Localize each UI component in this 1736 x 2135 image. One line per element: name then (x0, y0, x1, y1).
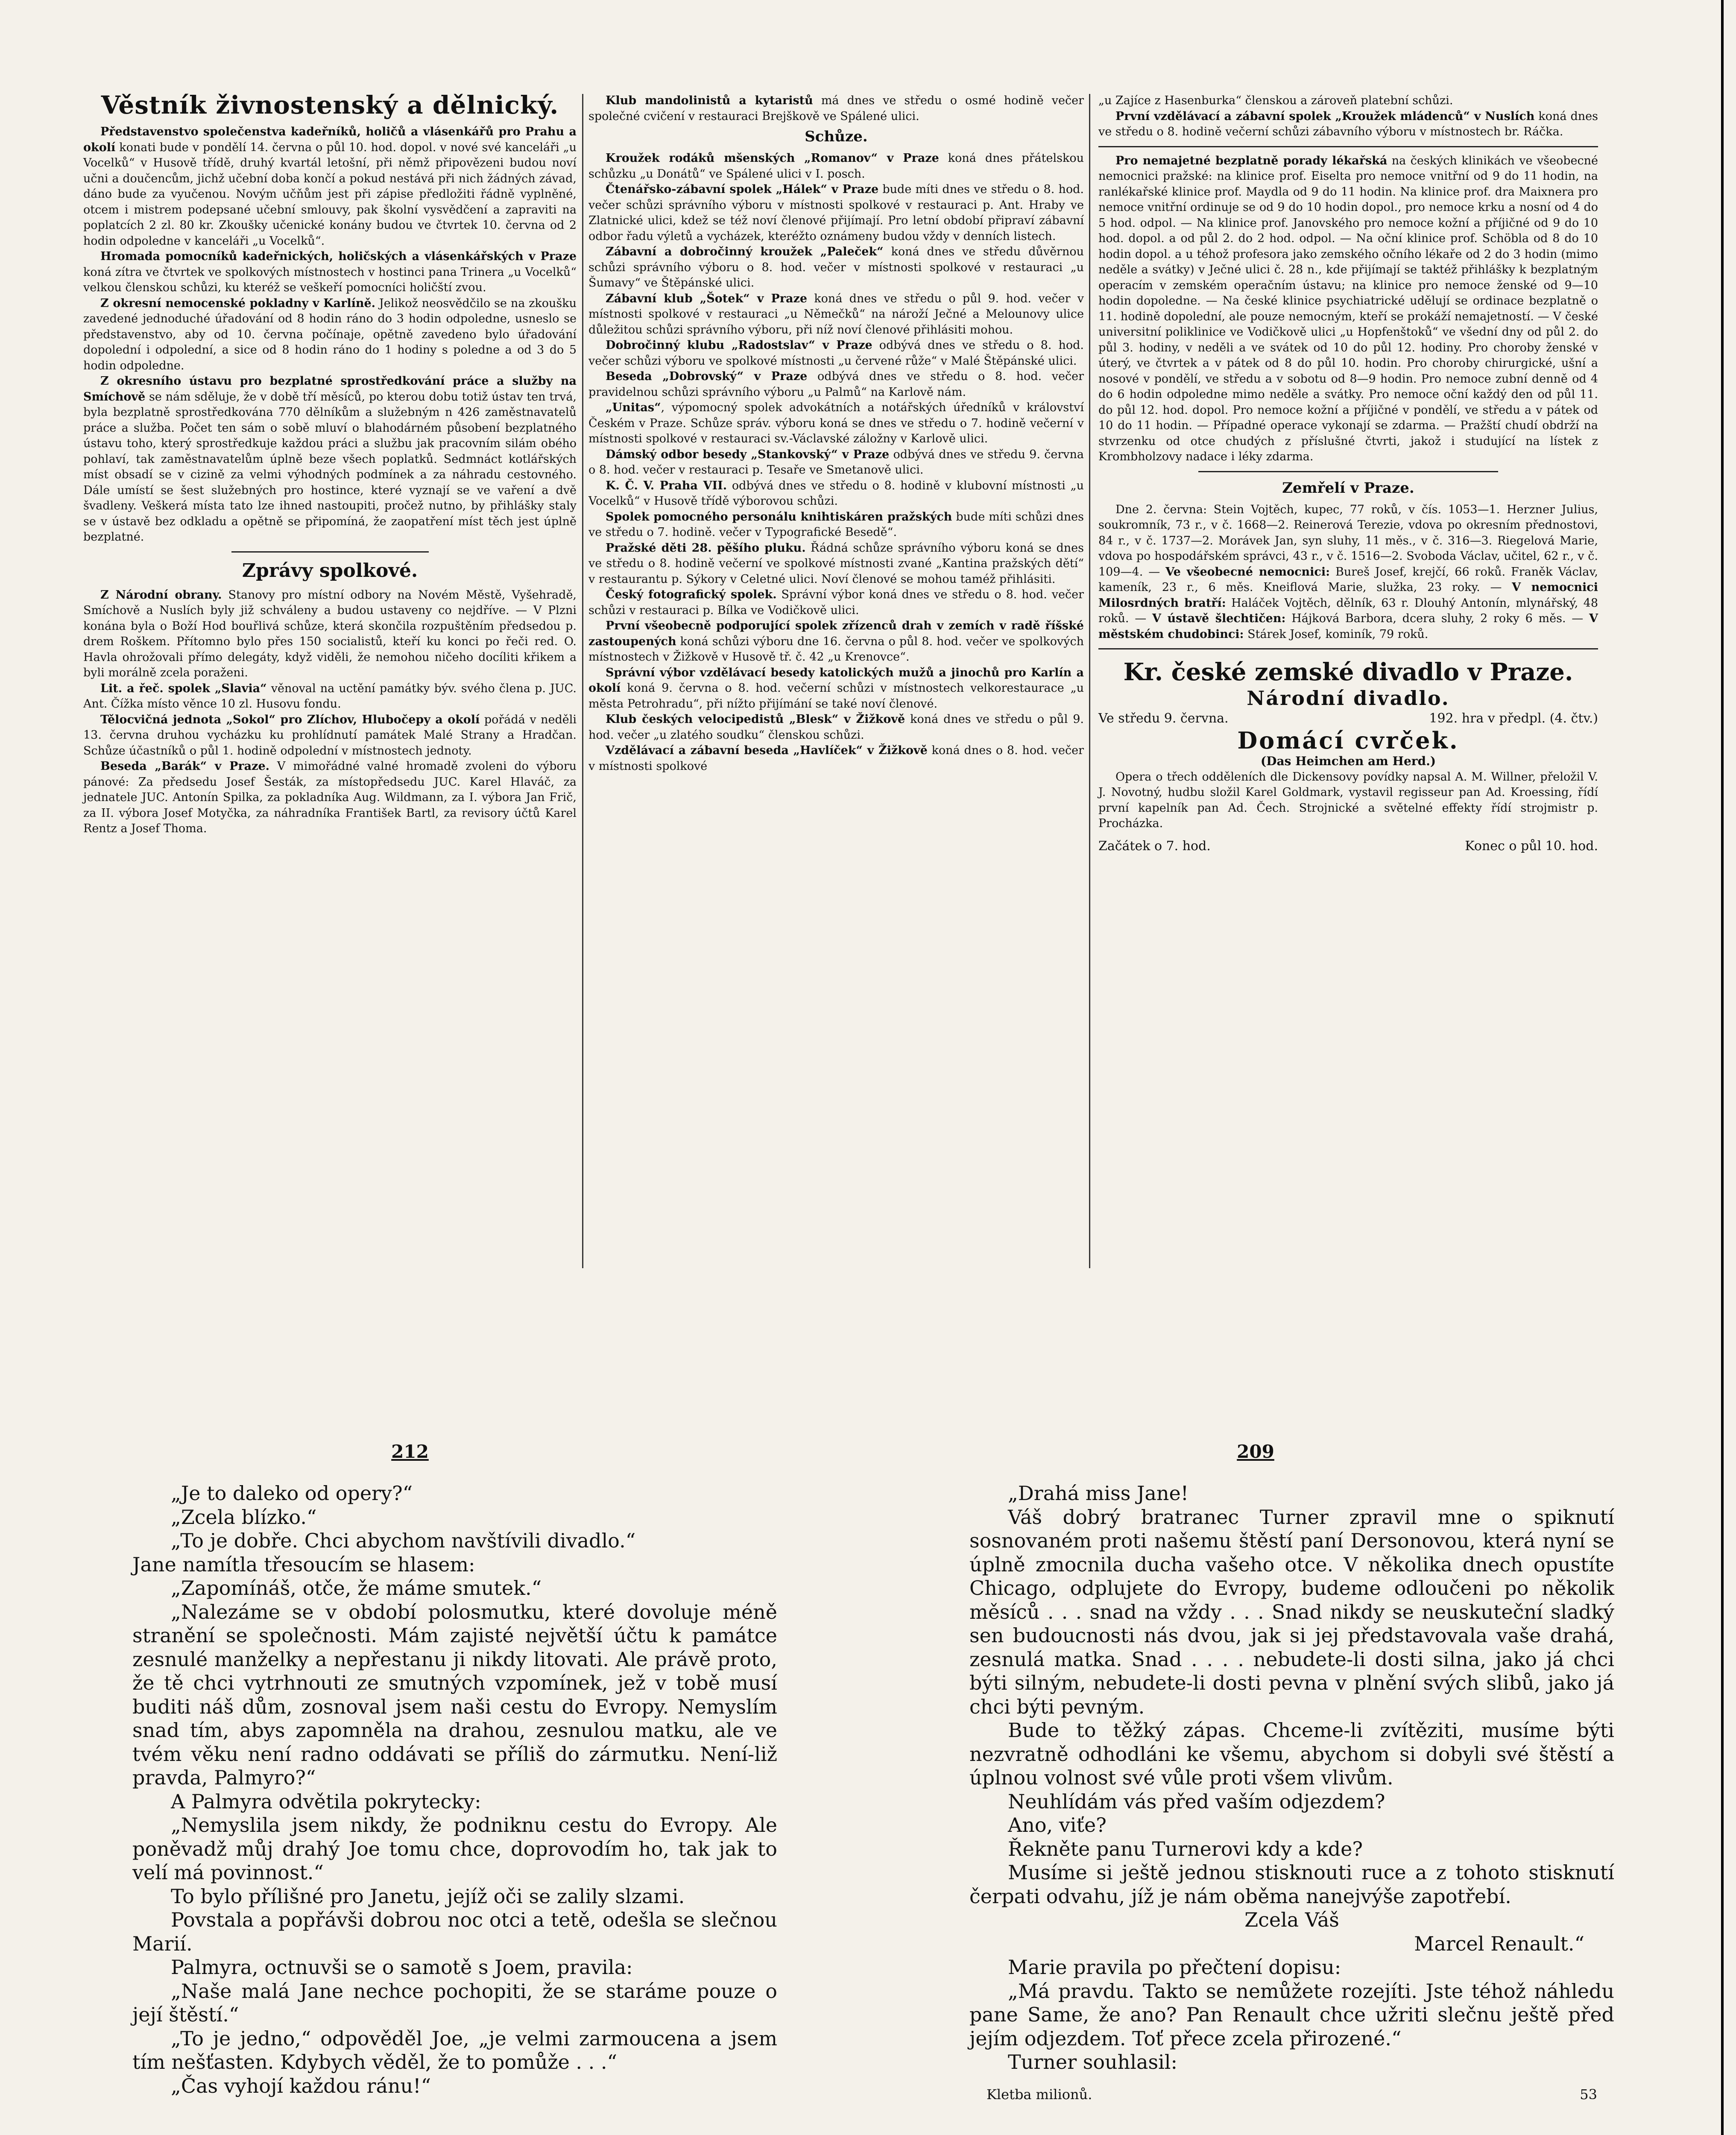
item-heading: Čtenářsko-zábavní spolek „Hálek“ v Praze (606, 183, 879, 196)
divider (1098, 648, 1598, 649)
hospital-label: V městském chudobinci: (1098, 612, 1598, 641)
story-paragraph: Neuhlídám vás před vaším odjezdem? (1008, 1790, 1385, 1813)
item-heading: Pražské děti 28. pěšího pluku. (606, 541, 806, 555)
hospital-label: V nemocnici Milosrdných bratří: (1098, 581, 1598, 610)
story-paragraph: To bylo přílišné pro Janetu, jejíž oči se zalily slzami. (171, 1884, 685, 1908)
footer-title: Kletba milionů. (987, 2086, 1092, 2103)
meetings-cont (1098, 93, 1598, 140)
story-left-page (132, 1482, 777, 2098)
story-paragraph: „Naše malá Jane nechce pochopiti, že se staráme pouze o její štěstí.“ (132, 1979, 777, 2026)
club-item (83, 712, 577, 759)
item-heading: Správní výbor vzdělávací besedy katolických mužů a jinochů pro Karlín a okolí (588, 666, 1084, 695)
news-item (83, 249, 577, 296)
play-end: Konec o půl 10. hod. (1465, 838, 1598, 854)
theatre-date: Ve středu 9. června. (1098, 711, 1229, 726)
meeting-item (588, 182, 1084, 244)
meeting-item (588, 447, 1084, 478)
item-heading: Zábavní a dobročinný kroužek „Paleček“ (606, 245, 884, 258)
play-times (1098, 838, 1598, 855)
item-text: odbývá dnes ve středu o 8. hod. večer pravidelnou schůzi správního výboru „u Palmů“ na Karlově nám. (588, 370, 1084, 399)
divider (231, 551, 429, 553)
item-text: „u Zajíce z Hasenburka“ členskou a zároveň platební schůzi. (1098, 94, 1453, 107)
story-paragraph: Marcel Renault.“ (1414, 1932, 1584, 1955)
item-heading: První vzdělávací a zábavní spolek „Kroužek mládenců“ v Nuslích (1115, 109, 1535, 123)
page-number-left: 212 (391, 1441, 429, 1462)
item-heading: Beseda „Dobrovský“ v Praze (606, 370, 808, 383)
story-paragraph: Bude to těžký zápas. Chceme-li zvítěziti, musíme býti nezvratně odhodláni ke všemu, abychom si dobyli své štěstí a úplnou volnost své vůle proti všem vlivům. (969, 1719, 1614, 1789)
item-text: se nám sděluje, že v době tří měsíců, po kterou dobu totiž ústav ten trvá, byla bezplatně sprostředkována 770 dělníkům a služebným n 426 zaměstnavatelů práce a služba. Počet ten sám o sobě mluví o blahodárném působení bezplatného ústavu toho, který sprostředkuje každou práci a službu jak pracovním silám obého pohlaví, tak zaměstnavatelům úplně beze všech poplatků. Sedmnáct kotlářských míst obsadí se v cizině za velmi výhodných podmínek a za náhradu cestovného. Dále umístí se šest služebných pro hostince, které vyznají se ve vaření a dvě švadleny. Veškerá místa tato lze ihned nastoupiti, pročež nutno, by přihlášky staly se v ústavě bez odkladu a opětně se připomíná, že zaopatření míst těch jest úplně bezplatné. (83, 390, 577, 544)
item-heading: Dobročinný klubu „Radostslav“ v Praze (606, 339, 872, 352)
column-rule (582, 94, 583, 1268)
theatre-title: Kr. české zemské divadlo v Praze. (1123, 658, 1573, 686)
theatre-subscription: 192. hra v předpl. (4. čtv.) (1429, 711, 1598, 726)
meeting-item (588, 151, 1084, 182)
deaths-title: Zemřelí v Praze. (1282, 479, 1414, 497)
story-paragraph: „Zcela blízko.“ (171, 1505, 317, 1529)
deaths-text: Dne 2. června: Stein Vojtěch, kupec, 77 roků, v čís. 1053—1. Herzner Julius, soukromník, 73 r., v č. 1668—2. Reinerová Terezie, vdova po okresním přednostovi, 84 r., v č. 1737—2. Morávek Jan, syn sluhy, 11 měs., v č. 316—3. Riegelová Marie, vdova po hospodářském správci, 43 r., v č. 1516—2. Svoboda Václav, učitel, 62 r., v č. 109—4. — (1098, 503, 1598, 579)
item-heading: Český fotografický spolek. (606, 588, 777, 601)
item-text: na českých klinikách ve všeobecné nemocnici pražské: na klinice prof. Eiselta pro nemoce vnitřní od 9 do 11 hodin, na ranlékařské klinice prof. Maydla od 9 do 11 hodin. Na klinice prof. dra Maixnera pro nemoce vnitřní ordinuje se od 9 do 10 hodin dopol., pro nemoce krku a nosní od 4 do 5 hod. odpol. — Na klinice prof. Janovského pro nemoce kožní a příjičné od 9 do 10 hod. dopol. a od půl 2. do 2 hod. odpol. — Na oční klinice prof. Schöbla od 8 do 10 hodin dopol. a u téhož profesora jako zemského očního lékaře od 2 do 3 hodin (mimo neděle a svátky) v Ječné ulici č. 28 n., kde přijímají se taktéž přihlášky k bezplatným operacím v zemském operačním ústavu; na klinice pro nemoce ženské od 9—10 hodin dopoledne. — Na české klinice psychiatrické udělují se ordinace bezplatně o 11. hodině dopolední, ale pouze nemocným, kteří se prokáží nemajetností. — V české universitní poliklinice ve Vodičkově ulici „u Hopfenštoků“ ve všední dny od půl 2. do půl 3. hodiny, v neděli a ve svátek od 10 do půl 12. hodiny. Pro choroby ženské v úterý, ve čtvrtek a v pátek od 8 do půl 10. hodin. Pro choroby chirurgické, ušní a nosové v pondělí, ve středu a v sobotu od 8—9 hodin. Pro nemoce zubní denně od 4 do 6 hodin odpoledne mimo neděle a svátky. Pro nemoce oční každý den od půl 11. do půl 12. hod. dopol. Pro nemoce kožní a příjičné v pondělí, ve středu a v pátek od 10 do 11 hodin. — Případné operace vykonají se zdarma. — Pražští chudí obdrží na stvrzenku od otce chudých z příslušné čtvrti, jakož i studující na lístek z Krombholzovy nadace i léky zdarma. (1098, 154, 1598, 463)
story-paragraph: „Drahá miss Jane! (1008, 1482, 1189, 1505)
story-paragraph: A Palmyra odvětila pokrytecky: (171, 1790, 481, 1813)
story-paragraph: Zcela Váš (1244, 1908, 1339, 1931)
story-paragraph: Turner souhlasil: (1008, 2050, 1177, 2074)
item-text: koná dnes ve středu o půl 9. hod. večer v místnosti spolkové v restauraci „u Němečků“ na nároží Ječné a Melounovy ulice důležitou schůzi správního výboru, při níž noví členové přihlásiti mohou. (588, 292, 1084, 336)
news-item (83, 296, 577, 374)
story-paragraph: „Má pravdu. Takto se nemůžete rozejíti. Jste téhož náhledu pane Same, že ano? Pan Renault chce užriti slečnu ještě před jejím odjezdem. Toť přece zcela přirozené.“ (969, 1979, 1614, 2050)
play-description: Opera o třech odděleních dle Dickensovy povídky napsal A. M. Willner, přeložil V. J. Novotný, hudbu složil Karel Goldmark, vystavil regisseur pan Ad. Kroessing, řídí první kapelník pan Ad. Čech. Strojnické a světelné effekty řídí strojmistr p. Procházka. (1098, 770, 1598, 830)
item-text: konati bude v pondělí 14. června o půl 10. hod. dopol. v nové své kanceláři „u Vocelků“ v Husově třídě, druhý kvartál letošní, při němž připovězeni budou noví učni a doučencům, jichž učební doba končí a pokud nestává při nich žádných závad, dáno bude za vyučenou. Novým učňům jest při zápise předložiti řádně vyplněné, otcem i mistrem podepsané učební smlouvy, pak školní vysvědčení a zapraviti na poplatcích 2 zl. 80 kr. Zkoušky učenické konány budou ve čtvrtek 10. června od 2 hodin odpoledne v kanceláři „u Vocelků“. (83, 140, 577, 248)
item-heading: Beseda „Barák“ v Praze. (100, 760, 270, 773)
meeting-item (588, 93, 1084, 124)
item-text: Řádná schůze správního výboru koná se dnes ve středu o 8. hodině večerní ve spolkové místnosti zvané „Kantina pražských dětí“ v restaurantu p. Sýkory v Celetné ulici. Noví členové se mohou taméž přihlásiti. (588, 541, 1084, 586)
news-item (83, 374, 577, 545)
item-heading: Klub českých velocipedistů „Blesk“ v Žižkově (606, 713, 905, 726)
medical-notice (1098, 153, 1598, 465)
meeting-item (588, 400, 1084, 447)
section-title-meetings: Schůze. (805, 128, 868, 145)
right-edge-border (1721, 0, 1724, 2135)
item-heading: Pro nemajetné bezplatně porady lékařská (1115, 154, 1388, 167)
story-paragraph: Povstala a popřávši dobrou noc otci a tetě, odešla se slečnou Marií. (132, 1908, 777, 1955)
deaths-text: Haláček Vojtěch, dělník, 63 r. Dlouhý Antonín, mlynářský, 48 roků. — (1098, 596, 1598, 625)
story-paragraph: „To je dobře. Chci abychom navštívili divadlo.“ (171, 1529, 636, 1552)
item-heading: „Unitas“ (606, 401, 661, 414)
club-news-list (83, 588, 577, 837)
story-paragraph: Váš dobrý bratranec Turner zpravil mne o spiknutí sosnovaném proti našemu štěstí paní Dersonovou, která nyní se úplně zmocnila ducha vašeho otce. V několika dnech opustíte Chicago, odplujete do Evropy, budeme odloučeni po několik měsíců . . . snad na vždy . . . Snad nikdy se neuskuteční sladký sen budoucnosti nás dvou, jak si jej představovala vaše drahá, zesnulá matka. Snad . . . . nebudete-li dosti silna, jako já chci býti silným, nebudete-li dosti pevna v plnění svých slibů, jako já chci býti pevným. (969, 1505, 1614, 1718)
item-text: koná schůzi výboru dne 16. června o půl 8. hod. večer ve spolkových místnostech v Žižkově v Husově tř. č. 42 „u Krenovce“. (588, 635, 1084, 664)
item-heading: Vzdělávací a zábavní beseda „Havlíček“ v Žižkově (606, 744, 928, 757)
hospital-label: Ve všeobecné nemocnici: (1165, 565, 1330, 579)
page-number-right: 209 (1237, 1441, 1274, 1462)
middle-column (588, 93, 1084, 774)
story-paragraph: Palmyra, octnuvši se o samotě s Joem, pravila: (171, 1956, 633, 1979)
meeting-item (588, 478, 1084, 509)
play-title: Domácí cvrček. (1237, 727, 1459, 754)
story-paragraph: „Je to daleko od opery?“ (171, 1482, 413, 1505)
meeting-item (588, 587, 1084, 618)
column-rule (1089, 94, 1090, 1268)
item-heading: Zábavní klub „Šotek“ v Praze (606, 292, 808, 305)
item-text: odbývá dnes ve středu o 8. hodině v klubovní místnosti „u Vocelků“ v Husově třídě výborovou schůzi. (588, 479, 1084, 508)
item-text: má dnes ve středu o osmé hodině večer společné cvičení v restauraci Brejškově ve Spálené ulici. (588, 94, 1084, 123)
item-heading: Z Národní obrany. (100, 588, 222, 602)
meeting-item (1098, 109, 1598, 140)
item-heading: První všeobecně podporující spolek zřízenců drah v zemích v radě říšské zastoupených (588, 619, 1084, 648)
item-text: bude míti dnes ve středu o 8. hod. večer schůzi správního výboru v místnosti spolkové v restauraci p. Ant. Hraby ve Zlatnické ulici, kdež se též noví členové přijímají. Pro letní období připraví zábavní odbor řadu výletů a vycházek, kteréžto oznámeny budou vždy v denních listech. (588, 183, 1084, 243)
meeting-item (588, 244, 1084, 291)
item-heading: Představenstvo společenstva kadeřníků, holičů a vlásenkářů pro Prahu a okolí (83, 125, 577, 154)
deaths-text: Stárek Josef, kominík, 79 roků. (1244, 627, 1429, 641)
deaths-list (1098, 502, 1598, 643)
club-item (83, 681, 577, 712)
deaths-text: Bureš Josef, krejčí, 66 roků. Franěk Václav, kameník, 23 r., 6 měs. Kneiflová Marie, služka, 23 roky. — (1098, 565, 1598, 594)
divider (1198, 471, 1498, 472)
item-text: věnoval na uctění památky býv. svého člena p. JUC. Ant. Čížka místo věnce 10 zl. Husovu fondu. (83, 681, 577, 711)
section-title-trade: Věstník živnostenský a dělnický. (101, 91, 559, 120)
item-text: koná zítra ve čtvrtek ve spolkových místnostech v hostinci pana Trinera „u Vocelků“ velkou členskou schůzi, ku kteréž se veškeří pomocníci holičští zvou. (83, 265, 577, 294)
story-right-page (969, 1482, 1614, 2106)
meeting-item (588, 369, 1084, 400)
item-heading: Dámský odbor besedy „Stankovský“ v Praze (606, 447, 890, 461)
story-paragraph: Ano, viťe? (1008, 1813, 1107, 1837)
meeting-item (1098, 93, 1598, 109)
item-heading: Spolek pomocného personálu knihtiskáren pražských (606, 510, 952, 524)
footer-number: 53 (1580, 2086, 1597, 2103)
item-heading: Hromada pomocníků kadeřnických, holičských a vlásenkářských v Praze (100, 250, 577, 263)
item-heading: Z okresního ústavu pro bezplatné sprostředkování práce a služby na Smíchově (83, 374, 577, 404)
item-heading: Klub mandolinistů a kytaristů (606, 94, 813, 107)
story-paragraph: Musíme si ještě jednou stisknouti ruce a z tohoto stisknutí čerpati odvahu, jíž je nám oběma nanejvýše zapotřebí. (969, 1861, 1614, 1908)
play-start: Začátek o 7. hod. (1098, 838, 1211, 854)
item-text: koná dnes ve středu o půl 9. hod. večer „u zlatého soudku“ členskou schůzi. (588, 713, 1084, 742)
item-heading: Tělocvičná jednota „Sokol“ pro Zlíchov, Hlubočepy a okolí (100, 713, 480, 726)
story-paragraph: „Nalezáme se v období polosmutku, které dovoluje méně stranění se společnosti. Mám zajisté největší účtu k památce zesnulé manželky a nepřestanu ji nikdy litovati. Ale právě proto, že tě chci vytrhnouti ze smutných vzpomínek, jež v tobě musí buditi náš dům, zosnoval jsem naši cestu do Evropy. Nemyslím snad tím, abys zapomněla na drahou, zesnulou matku, ale ve tvém věku není radno oddávati se příliš do zármutku. Není-liž pravda, Palmyro?“ (132, 1600, 777, 1789)
item-text: koná dnes ve středu o 8. hodině večerní schůzi zábavního výboru v místnostech br. Ráčka. (1098, 109, 1598, 138)
meeting-item (588, 618, 1084, 665)
news-item (83, 124, 577, 249)
item-heading: K. Č. V. Praha VII. (606, 479, 727, 492)
item-text: koná dnes přátelskou schůzku „u Donátů“ ve Spálené ulici v I. posch. (588, 152, 1084, 181)
story-paragraph: Řekněte panu Turnerovi kdy a kde? (1008, 1837, 1363, 1860)
page-footer (969, 2083, 1614, 2107)
meeting-item (588, 291, 1084, 338)
item-heading: Lit. a řeč. spolek „Slavia“ (100, 681, 267, 695)
story-paragraph: „To je jedno,“ odpověděl Joe, „je velmi zarmoucena a jsem tím nešťasten. Kdybych věděl, že to pomůže . . .“ (132, 2027, 777, 2074)
item-text: bude míti schůzi dnes ve středu o 7. hodině. večer v Typografické Besedě“. (588, 510, 1084, 539)
meeting-item (588, 712, 1084, 743)
item-text: pořádá v neděli 13. června druhou vycházku ku prohlídnutí památek Malé Strany a Hradčan. Schůze účastníků o půl 1. hodině odpolední v místnostech jednoty. (83, 713, 577, 757)
item-text: koná 9. června o 8. hod. večerní schůzi v místnostech velkorestaurace „u města Petrohradu“, při nížto přijímání se také noví členové. (588, 681, 1084, 711)
story-paragraph: „Nemyslila jsem nikdy, že podniknu cestu do Evropy. Ale poněvadž můj drahý Joe tomu chce, doprovodím ho, tak jak to velí má povinnost.“ (132, 1813, 777, 1884)
item-text: koná dnes ve středu důvěrnou schůzi správního výboru o 8. hod. večer v místnosti spolkové v restauraci „u Šumavy“ ve Štěpánské ulici. (588, 245, 1084, 290)
item-text: Stanovy pro místní odbory na Novém Městě, Vyšehradě, Smíchově a Nuslích byly již schváleny a budou ustaveny co nejdříve. — V Plzni konána byla o Boží Hod bouřlivá schůze, která skončila rozpuštěním předsedou p. drem Roškem. Přítomno bylo přes 150 socialistů, kteří ku konci po řeči red. O. Havla ohrožovali přímo delegáty, když viděli, že nemohou ničeho docíliti křikem a byli morálně zcela poraženi. (83, 588, 577, 679)
divider (1098, 146, 1598, 147)
left-column (83, 88, 577, 837)
item-text: , výpomocný spolek advokátních a notářských úředníků v království Českém v Praze. Schůze správ. výboru koná se dnes ve středu o 7. hodině večerní v místnosti spolkové v restauraci sv.-Václavské záložny v Karlově ulici. (588, 401, 1084, 445)
club-item (83, 759, 577, 837)
story-paragraph: Marie pravila po přečtení dopisu: (1008, 1956, 1341, 1979)
meetings-intro (588, 93, 1084, 124)
item-text: Správní výbor koná dnes ve středu o 8. hod. večer schůzi v restauraci p. Bílka ve Vodičkově ulici. (588, 588, 1084, 617)
trade-news-list (83, 124, 577, 545)
item-heading: Kroužek rodáků mšenských „Romanov“ v Praze (606, 152, 939, 165)
story-paragraph: „Čas vyhojí každou ránu!“ (171, 2074, 431, 2097)
meeting-item (588, 743, 1084, 774)
meeting-item (588, 541, 1084, 588)
section-title-clubs: Zprávy spolkové. (242, 559, 418, 582)
right-column (1098, 93, 1598, 855)
meeting-item (588, 338, 1084, 369)
meetings-list (588, 151, 1084, 774)
item-text: V mimořádné valné hromadě zvoleni do výboru pánové: Za předsedu Josef Šesták, za místopředsedu JUC. Karel Hlaváč, za jednatele JUC. Antonín Spilka, za pokladníka Aug. Wildmann, za I. výbora Jan Frič, za II. výbora Josef Motyčka, za náhradníka František Bartl, za revisory účtů Karel Rentz a Josef Thoma. (83, 760, 577, 835)
club-item (83, 588, 577, 681)
theatre-date-line (1098, 710, 1598, 727)
deaths-text: Hájková Barbora, dcera sluhy, 2 roky 6 měs. — (1285, 612, 1590, 625)
play-original-title: (Das Heimchen am Herd.) (1260, 754, 1436, 768)
item-text: odbývá dnes ve středu o 8. hod. večer schůzi výboru ve spolkové místnosti „u červené růže“ v Malé Štěpánské ulici. (588, 339, 1084, 368)
story-right-body (969, 1482, 1614, 2074)
meeting-item (588, 509, 1084, 541)
meeting-item (588, 665, 1084, 712)
item-heading: Z okresní nemocenské pokladny v Karlíně. (100, 296, 376, 310)
story-paragraph: „Zapomínáš, otče, že máme smutek.“ (171, 1576, 542, 1600)
item-text: Jelikož neosvědčilo se na zkoušku zavedené jednoduché úřadování od 8 hodin ráno do 3 hodin odpoledne, usneslo se představenstvo, aby od 10. června počínaje, opětně zavedeno bylo úřadování dopolední i odpolední, a sice od 8 hodin ráno do 1 hodiny s poledne a od 3 do 5 hodin odpoledne. (83, 296, 577, 372)
story-paragraph: Jane namítla třesoucím se hlasem: (132, 1553, 475, 1576)
theatre-subtitle: Národní divadlo. (1247, 687, 1450, 710)
hospital-label: V ústavě šlechtičen: (1152, 612, 1286, 625)
item-text: koná dnes o 8. hod. večer v místnosti spolkové (588, 744, 1084, 773)
item-text: odbývá dnes ve středu 9. června o 8. hod. večer v restauraci p. Tesaře ve Smetanově ulici. (588, 447, 1084, 477)
